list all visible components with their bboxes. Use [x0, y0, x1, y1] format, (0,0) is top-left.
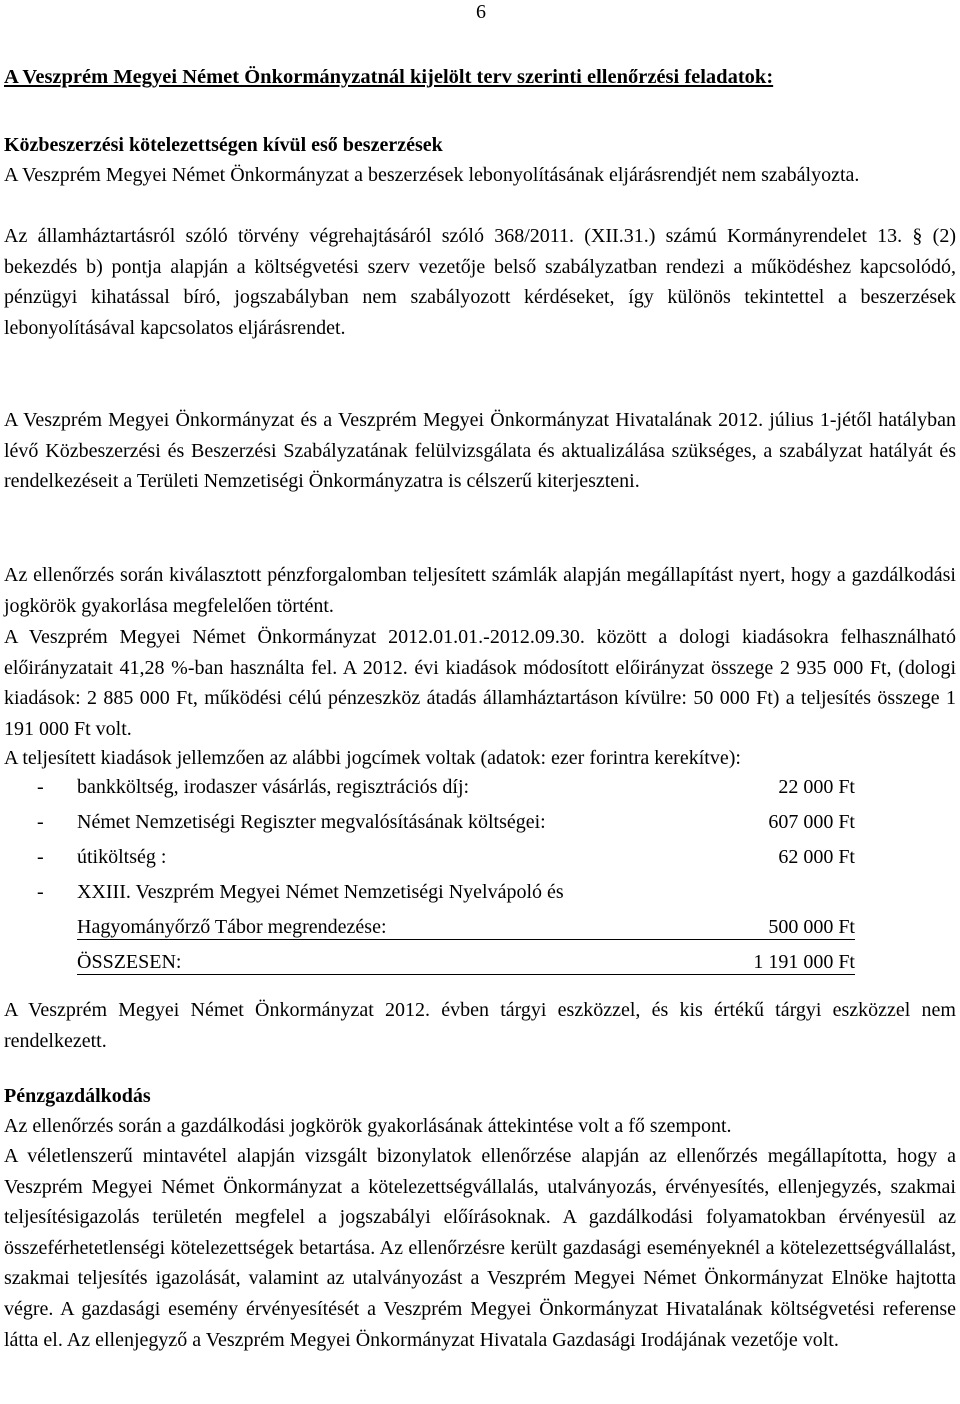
paragraph-cashflow-3: A teljesített kiadások jellemzően az alábbi jogcímek voltak (adatok: ezer forintra kerekítve):: [4, 747, 741, 769]
paragraph-procurement-2: Az államháztartásról szóló törvény végrehajtásáról szóló 368/2011. (XII.31.) számú Kormányrendelet 13. § (2) bekezdés b) pontja alapján a költségvetési szerv vezetője belső szabályzatban rendezi a működéshez kapcsolódó, pénzügyi kihatással bíró, jogszabályban nem szabályozott kérdéseket, így különös tekintettel a beszerzések lebonyolításával kapcsolatos eljárásrendet.: [4, 225, 956, 339]
list-bullet: -: [37, 881, 44, 903]
expense-list: [4, 772, 956, 982]
list-item-continuation: [4, 912, 956, 947]
paragraph-cashflow-2: A Veszprém Megyei Német Önkormányzat 2012.01.01.-2012.09.30. között a dologi kiadásokra felhasználható előirányzatait 41,28 %-ban használta fel. A 2012. évi kiadások módosított előirányzat összege 2 935 000 Ft, (dologi kiadások: 2 885 000 Ft, működési célú pénzeszköz átadás államháztartáson kívülre: 50 000 Ft) a teljesítés összege 1 191 000 Ft volt.: [4, 626, 956, 740]
underline-rule: [77, 947, 855, 975]
list-item: [4, 772, 956, 807]
list-total-row: [4, 947, 956, 982]
list-item: [4, 877, 956, 912]
list-bullet: -: [37, 776, 44, 798]
list-item-label: bankköltség, irodaszer vásárlás, regisztrációs díj:: [77, 776, 470, 798]
list-item-amount: 500 000 Ft: [768, 916, 855, 938]
paragraph-finance-2: A véletlenszerű mintavétel alapján vizsgált bizonylatok ellenőrzése alapján az ellenőrzés megállapította, hogy a Veszprém Megyei Német Önkormányzat a kötelezettségvállalás, utalványozás, érvényesítés, ellenjegyzés, szakmai teljesítésigazolás területén megfelel a jogszabályi előírásoknak. A gazdálkodási folyamatokban érvényesül az összeférhetetlenségi kötelezettségek betartása. Az ellenőrzésre került gazdasági eseményeknél a kötelezettségvállalást, szakmai teljesítés igazolását, valamint az utalványozást a Veszprém Megyei Német Önkormányzat Elnöke hajtotta végre. A gazdasági esemény érvényesítését a Veszprém Megyei Önkormányzat Hivatalának költségvetési referense látta el. Az ellenjegyző a Veszprém Megyei Önkormányzat Hivatala Gazdasági Irodájának vezetője volt.: [4, 1145, 956, 1351]
total-amount: 1 191 000 Ft: [753, 951, 855, 973]
section-heading-finance: Pénzgazdálkodás: [4, 1085, 151, 1107]
list-item: [4, 842, 956, 877]
paragraph-assets: A Veszprém Megyei Német Önkormányzat 2012. évben tárgyi eszközzel, és kis értékű tárgyi eszközzel nem rendelkezett.: [4, 999, 956, 1052]
section-heading-procurement: Közbeszerzési kötelezettségen kívül eső beszerzések: [4, 134, 443, 156]
list-bullet: -: [37, 846, 44, 868]
list-item-label: Német Nemzetiségi Regiszter megvalósításának költségei:: [77, 811, 546, 833]
list-item: [4, 807, 956, 842]
list-item-amount: 607 000 Ft: [768, 811, 855, 833]
page-number: 6: [476, 1, 486, 23]
list-item-label: XXIII. Veszprém Megyei Német Nemzetiségi Nyelvápoló és: [77, 881, 564, 903]
total-label: ÖSSZESEN:: [77, 951, 182, 973]
list-item-label: útiköltség :: [77, 846, 167, 868]
paragraph-cashflow-1: Az ellenőrzés során kiválasztott pénzforgalomban teljesített számlák alapján megállapítást nyert, hogy a gazdálkodási jogkörök gyakorlása megfelelően történt.: [4, 564, 956, 617]
paragraph-procurement-1: A Veszprém Megyei Német Önkormányzat a beszerzések lebonyolításának eljárásrendjét nem szabályozta.: [4, 164, 860, 186]
list-item-label: Hagyományőrző Tábor megrendezése:: [77, 916, 387, 938]
paragraph-procurement-3: A Veszprém Megyei Önkormányzat és a Veszprém Megyei Önkormányzat Hivatalának 2012. július 1-jétől hatályban lévő Közbeszerzési és Beszerzési Szabályzatának felülvizsgálata és aktualizálása szükséges, a szabályzat hatályát és rendelkezéseit a Területi Nemzetiségi Önkormányzatra is célszerű kiterjeszteni.: [4, 409, 956, 493]
paragraph-finance-1: Az ellenőrzés során a gazdálkodási jogkörök gyakorlásának áttekintése volt a fő szempont.: [4, 1115, 732, 1137]
list-item-amount: 22 000 Ft: [778, 776, 855, 798]
list-item-amount: 62 000 Ft: [778, 846, 855, 868]
document-title: A Veszprém Megyei Német Önkormányzatnál kijelölt terv szerinti ellenőrzési feladatok:: [4, 66, 774, 88]
list-bullet: -: [37, 811, 44, 833]
